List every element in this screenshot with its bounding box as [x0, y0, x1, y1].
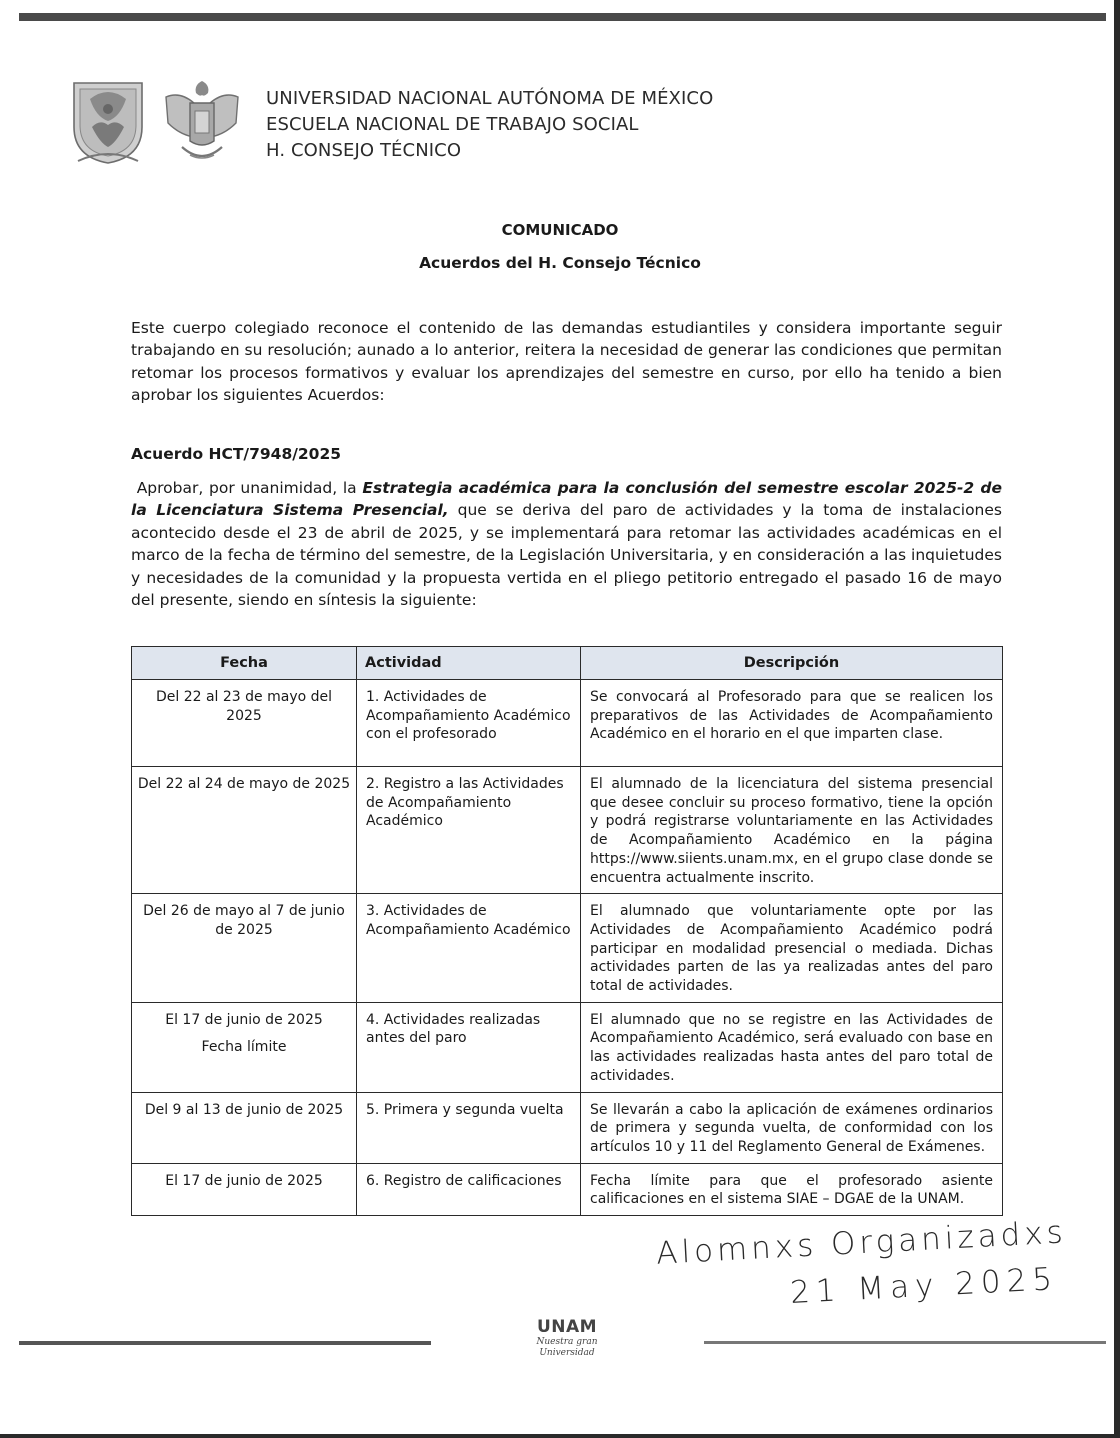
table-row	[132, 1002, 1003, 1092]
row-descripcion: Se llevarán a cabo la aplicación de exámenes ordinarios de primera y segunda vuelta, de conformidad con los artículos 10 y 11 del Reglamento General de Exámenes.	[581, 1092, 1003, 1163]
row-actividad: 5. Primera y segunda vuelta	[357, 1092, 581, 1163]
document-title: COMUNICADO	[501, 221, 619, 239]
row-fecha-cell	[132, 1002, 357, 1092]
table-header-row	[132, 647, 1003, 680]
agreement-number: Acuerdo HCT/7948/2025	[131, 445, 342, 463]
institution-line-3: H. CONSEJO TÉCNICO	[266, 140, 462, 161]
top-rule	[19, 13, 1106, 21]
header-fecha: Fecha	[132, 647, 357, 680]
row-descripcion: El alumnado de la licenciatura del sistema presencial que desee concluir su proceso formativo, tiene la opción y podrá registrarse voluntariamente en las Actividades de Acompañamiento Académico en la página https://www.siients.unam.mx, en el grupo clase donde se encuentra actualmente inscrito.	[581, 767, 1003, 894]
row-actividad: 2. Registro a las Actividades de Acompañamiento Académico	[357, 767, 581, 894]
footer-tagline-1: Nuestra gran	[536, 1337, 598, 1347]
row-fecha: Del 9 al 13 de junio de 2025	[132, 1092, 357, 1163]
footer-rule-left	[19, 1341, 431, 1345]
agreement-strategy-title: Estrategia académica para la conclusión del semestre escolar 2025-2 de la Licenciatura Sistema Presencial,	[131, 479, 1002, 520]
row-fecha: Del 22 al 24 de mayo de 2025	[132, 767, 357, 894]
footer-logo-word: UNAM	[536, 1317, 598, 1337]
row-fecha-note: Fecha límite	[201, 1039, 287, 1056]
row-actividad: 1. Actividades de Acompañamiento Académico con el profesorado	[357, 680, 581, 767]
row-descripcion: El alumnado que voluntariamente opte por las Actividades de Acompañamiento Académico podrá participar en modalidad presencial o mediada. Dichas actividades parten de las ya realizadas antes del paro total de actividades.	[581, 894, 1003, 1003]
scan-border-bottom	[0, 1434, 1120, 1438]
row-fecha: Del 22 al 23 de mayo del 2025	[132, 680, 357, 767]
header-descripcion: Descripción	[581, 647, 1003, 680]
row-actividad: 6. Registro de calificaciones	[357, 1163, 581, 1215]
row-fecha: El 17 de junio de 2025	[165, 1011, 323, 1028]
footer-rule-right	[704, 1341, 1106, 1344]
row-actividad: 3. Actividades de Acompañamiento Académico	[357, 894, 581, 1003]
row-descripcion: El alumnado que no se registre en las Actividades de Acompañamiento Académico, será evaluado con base en las actividades realizadas hasta antes del paro total de actividades.	[581, 1002, 1003, 1092]
scan-border-right	[1114, 0, 1120, 1438]
table-row	[132, 767, 1003, 894]
table-row	[132, 894, 1003, 1003]
handwritten-date: 21 May 2025	[789, 1261, 1059, 1311]
institution-header	[266, 86, 713, 164]
footer-unam-logo	[528, 1318, 606, 1359]
row-descripcion: Se convocará al Profesorado para que se realicen los preparativos de las Actividades de Acompañamiento Académico en el horario en el que imparten clase.	[581, 680, 1003, 767]
unam-crest-logo	[68, 77, 148, 165]
row-actividad: 4. Actividades realizadas antes del paro	[357, 1002, 581, 1092]
intro-paragraph: Este cuerpo colegiado reconoce el contenido de las demandas estudiantiles y considera importante seguir trabajando en su resolución; aunado a lo anterior, reitera la necesidad de generar las condiciones que permitan retomar los procesos formativos y evaluar los aprendizajes del semestre en curso, por ello ha tenido a bien aprobar los siguientes Acuerdos:	[131, 319, 1002, 405]
table-row	[132, 1092, 1003, 1163]
handwritten-signature: Alomnxs Organizadxs	[655, 1214, 1068, 1272]
agreement-text-before: Aprobar, por unanimidad, la	[136, 479, 363, 497]
row-fecha: El 17 de junio de 2025	[132, 1163, 357, 1215]
ents-eagle-logo	[160, 75, 244, 167]
header-actividad: Actividad	[357, 647, 581, 680]
row-fecha: Del 26 de mayo al 7 de junio de 2025	[132, 894, 357, 1003]
footer-tagline-2: Universidad	[539, 1348, 595, 1358]
table-row	[132, 1163, 1003, 1215]
table-row	[132, 680, 1003, 767]
agreement-paragraph	[131, 477, 1002, 611]
strategy-table	[131, 646, 1003, 1216]
institution-line-2: ESCUELA NACIONAL DE TRABAJO SOCIAL	[266, 114, 639, 135]
document-subtitle: Acuerdos del H. Consejo Técnico	[419, 254, 701, 272]
row-descripcion: Fecha límite para que el profesorado asiente calificaciones en el sistema SIAE – DGAE de la UNAM.	[581, 1163, 1003, 1215]
institution-line-1: UNIVERSIDAD NACIONAL AUTÓNOMA DE MÉXICO	[266, 88, 714, 109]
agreement-text-after: que se deriva del paro de actividades y la toma de instalaciones acontecido desde el 23 de abril de 2025, y se implementará para retomar las actividades académicas en el marco de la fecha de término del semestre, de la Legislación Universitaria, y en consideración a las inquietudes y necesidades de la comunidad y la propuesta vertida en el pliego petitorio entregado el pasado 16 de mayo del presente, siendo en síntesis la siguiente:	[131, 501, 1002, 610]
